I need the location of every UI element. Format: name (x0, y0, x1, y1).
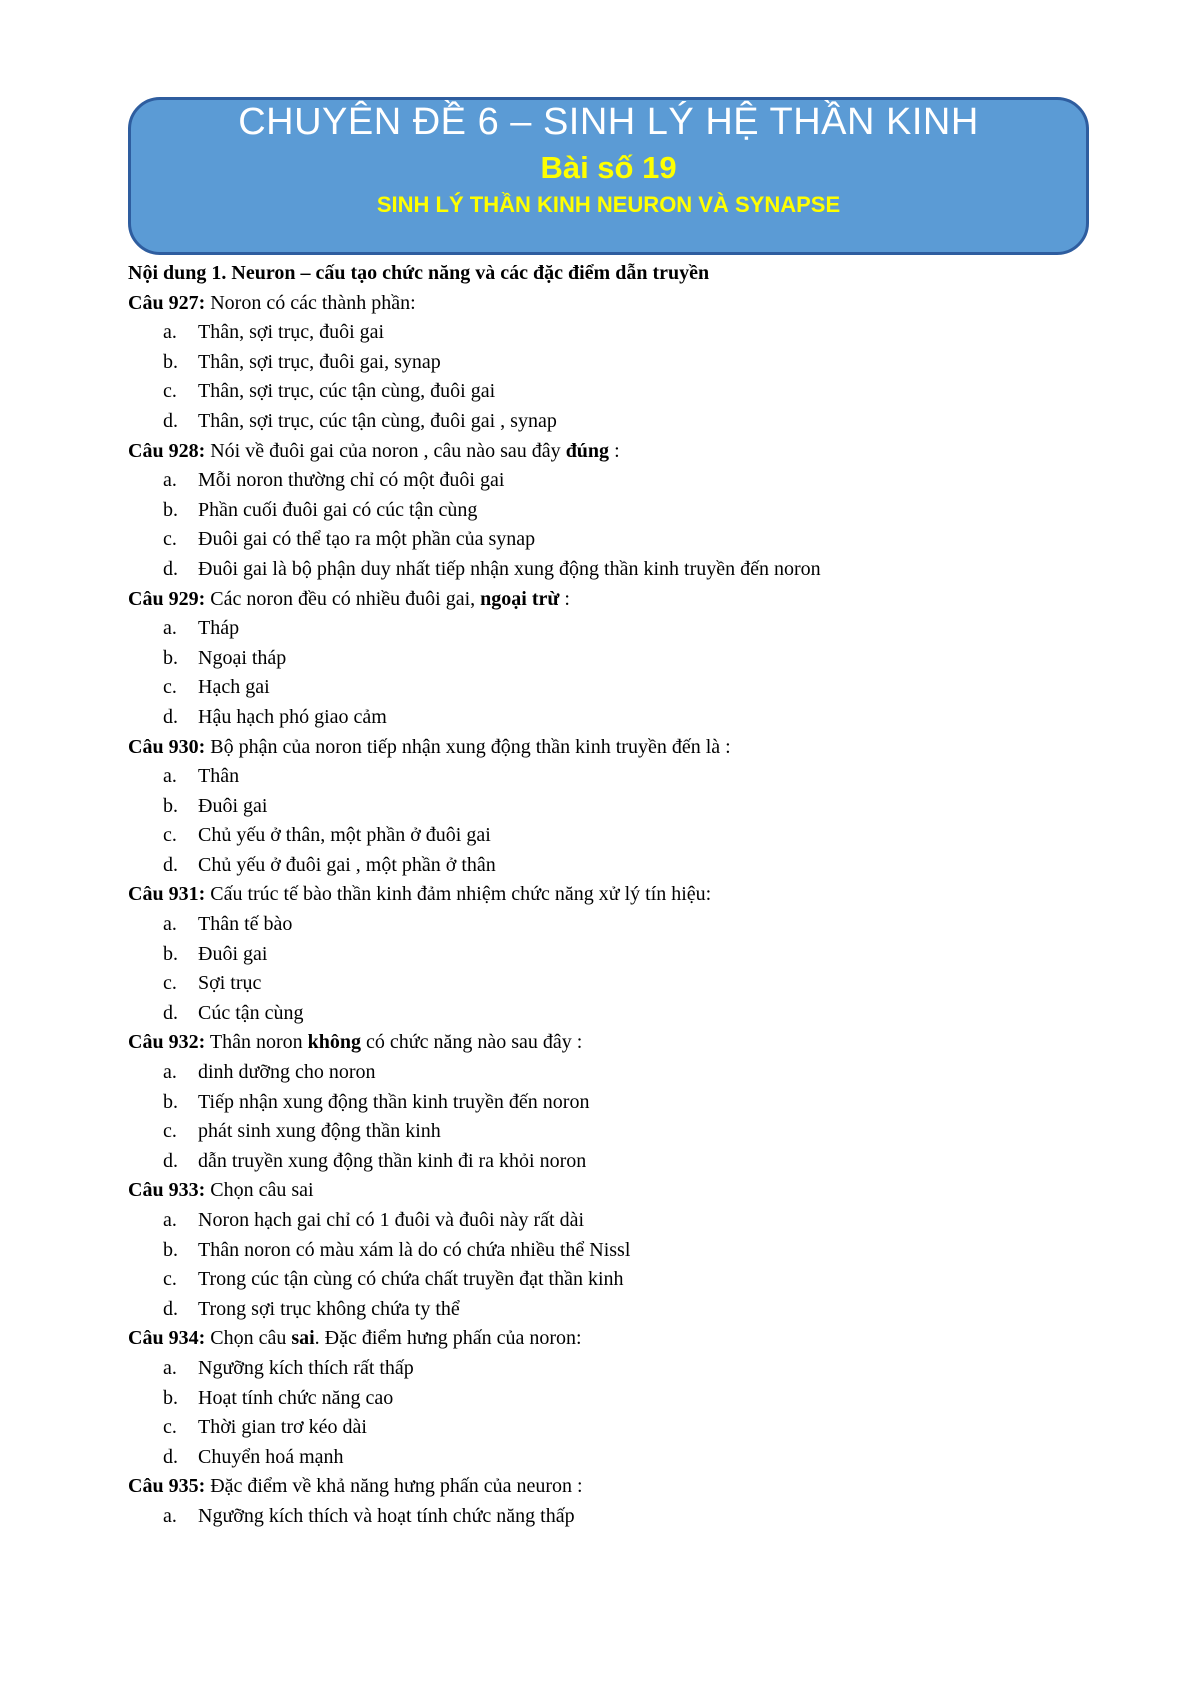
question-text-end: . Đặc điểm hưng phấn của noron: (314, 1327, 582, 1350)
option-text: Mỗi noron thường chỉ có một đuôi gai (198, 469, 505, 492)
option-letter: d. (163, 705, 178, 728)
answer-option (128, 1384, 1128, 1414)
option-letter: b. (163, 350, 178, 373)
answer-option (128, 407, 1128, 437)
answer-option (128, 1295, 1128, 1325)
option-text: Thời gian trơ kéo dài (198, 1416, 367, 1439)
lesson-subtitle: SINH LÝ THẦN KINH NEURON VÀ SYNAPSE (376, 192, 841, 217)
option-text: Hậu hạch phó giao cảm (198, 705, 387, 728)
answer-option (128, 792, 1128, 822)
option-letter: c. (163, 1268, 177, 1291)
question-text: Đặc điểm về khả năng hưng phấn của neuron : (205, 1475, 583, 1498)
option-text: Thân, sợi trục, đuôi gai (198, 321, 385, 344)
option-text: Tháp (198, 617, 240, 640)
option-text: Phần cuối đuôi gai có cúc tận cùng (198, 498, 478, 521)
answer-option (128, 348, 1128, 378)
question-block (128, 585, 1128, 733)
question-stem (128, 1472, 1128, 1502)
question-emphasis: sai (291, 1327, 315, 1350)
option-text: Ngoại tháp (198, 646, 287, 669)
option-letter: b. (163, 794, 178, 817)
option-letter: a. (163, 1504, 177, 1527)
question-number: Câu 930: (128, 735, 206, 758)
question-emphasis: đúng (565, 439, 610, 462)
question-block (128, 1028, 1128, 1176)
option-letter: d. (163, 1297, 178, 1320)
option-letter: c. (163, 380, 177, 403)
option-text: Tiếp nhận xung động thần kinh truyền đến noron (198, 1090, 590, 1113)
question-text: Chọn câu sai (205, 1179, 314, 1202)
option-letter: c. (163, 972, 177, 995)
option-letter: b. (163, 1238, 178, 1261)
question-block (128, 1176, 1128, 1324)
answer-option (128, 644, 1128, 674)
question-text: Nói về đuôi gai của noron , câu nào sau đây (205, 439, 566, 462)
option-letter: d. (163, 1149, 178, 1172)
question-block (128, 437, 1128, 585)
option-letter: a. (163, 1061, 177, 1084)
question-block (128, 1324, 1128, 1472)
option-text: Chuyển hoá mạnh (198, 1445, 344, 1468)
answer-option (128, 762, 1128, 792)
option-letter: c. (163, 528, 177, 551)
question-number: Câu 933: (128, 1179, 206, 1202)
question-block (128, 1472, 1128, 1531)
option-text: Đuôi gai có thể tạo ra một phần của synap (198, 528, 536, 551)
question-stem (128, 289, 1128, 319)
chapter-title: CHUYÊN ĐỀ 6 – SINH LÝ HỆ THẦN KINH (238, 101, 979, 143)
question-stem (128, 1176, 1128, 1206)
answer-option (128, 466, 1128, 496)
answer-option (128, 1117, 1128, 1147)
answer-option (128, 1206, 1128, 1236)
option-text: Thân, sợi trục, đuôi gai, synap (198, 350, 441, 373)
question-stem (128, 585, 1128, 615)
answer-option (128, 377, 1128, 407)
answer-option (128, 1265, 1128, 1295)
option-letter: c. (163, 676, 177, 699)
answer-option (128, 318, 1128, 348)
option-text: Hoạt tính chức năng cao (198, 1386, 394, 1409)
answer-option (128, 1502, 1128, 1532)
option-letter: d. (163, 409, 178, 432)
answer-option (128, 910, 1128, 940)
answer-option (128, 1088, 1128, 1118)
option-text: Thân, sợi trục, cúc tận cùng, đuôi gai , synap (198, 409, 557, 432)
option-text: Đuôi gai (198, 794, 268, 817)
title-banner (128, 97, 1089, 255)
option-text: dẫn truyền xung động thần kinh đi ra khỏi noron (198, 1149, 587, 1172)
question-number: Câu 935: (128, 1475, 206, 1498)
answer-option (128, 496, 1128, 526)
option-letter: a. (163, 913, 177, 936)
option-letter: b. (163, 1090, 178, 1113)
question-text-end: : (559, 587, 570, 610)
question-block (128, 733, 1128, 881)
option-letter: c. (163, 824, 177, 847)
question-text-end: : (609, 439, 620, 462)
option-text: Cúc tận cùng (198, 1001, 304, 1024)
option-text: Noron hạch gai chỉ có 1 đuôi và đuôi này rất dài (198, 1209, 584, 1231)
answer-option (128, 1354, 1128, 1384)
option-letter: c. (163, 1120, 177, 1143)
option-text: Đuôi gai (198, 942, 268, 965)
option-letter: a. (163, 469, 177, 492)
option-text: Chủ yếu ở đuôi gai , một phần ở thân (198, 853, 496, 876)
option-letter: d. (163, 1445, 178, 1468)
answer-option (128, 703, 1128, 733)
option-text: Sợi trục (198, 972, 262, 995)
option-text: Ngưỡng kích thích rất thấp (198, 1356, 414, 1379)
option-letter: a. (163, 1356, 177, 1379)
question-block (128, 289, 1128, 437)
option-text: Đuôi gai là bộ phận duy nhất tiếp nhận xung động thần kinh truyền đến noron (198, 557, 821, 580)
option-text: phát sinh xung động thần kinh (198, 1120, 441, 1143)
answer-option (128, 1058, 1128, 1088)
section-heading: Nội dung 1. Neuron – cấu tạo chức năng và các đặc điểm dẫn truyền (128, 262, 710, 284)
question-text: Cấu trúc tế bào thần kinh đảm nhiệm chức năng xử lý tín hiệu: (205, 883, 712, 906)
answer-option (128, 851, 1128, 881)
question-number: Câu 929: (128, 587, 206, 610)
option-text: Hạch gai (198, 676, 270, 699)
option-letter: c. (163, 1416, 177, 1439)
question-stem (128, 437, 1128, 467)
question-text: Các noron đều có nhiều đuôi gai, (205, 587, 481, 610)
answer-option (128, 969, 1128, 999)
question-text: Noron có các thành phần: (205, 291, 416, 314)
answer-option (128, 1443, 1128, 1473)
option-letter: b. (163, 646, 178, 669)
question-emphasis: ngoại trừ (480, 587, 560, 610)
question-text: Thân noron (205, 1031, 308, 1054)
option-text: Trong sợi trục không chứa ty thể (198, 1297, 460, 1320)
question-text: Bộ phận của noron tiếp nhận xung động thần kinh truyền đến là : (205, 735, 731, 758)
question-number: Câu 934: (128, 1327, 206, 1350)
option-letter: b. (163, 498, 178, 521)
question-emphasis: không (307, 1031, 362, 1054)
option-letter: b. (163, 1386, 178, 1409)
answer-option (128, 1413, 1128, 1443)
answer-option (128, 940, 1128, 970)
option-letter: d. (163, 557, 178, 580)
option-text: dinh dưỡng cho noron (198, 1061, 376, 1084)
question-text-end: có chức năng nào sau đây : (361, 1031, 583, 1054)
answer-option (128, 525, 1128, 555)
question-text: Chọn câu (205, 1327, 292, 1350)
option-letter: a. (163, 617, 177, 640)
question-stem (128, 733, 1128, 763)
option-text: Thân tế bào (198, 913, 293, 936)
option-text: Thân (198, 765, 240, 788)
question-number: Câu 927: (128, 291, 206, 314)
answer-option (128, 555, 1128, 585)
answer-option (128, 614, 1128, 644)
option-letter: a. (163, 765, 177, 788)
option-letter: d. (163, 853, 178, 876)
option-text: Ngưỡng kích thích và hoạt tính chức năng thấp (198, 1504, 575, 1527)
answer-option (128, 1236, 1128, 1266)
question-stem (128, 1028, 1128, 1058)
question-number: Câu 932: (128, 1031, 206, 1054)
question-block (128, 880, 1128, 1028)
option-text: Chủ yếu ở thân, một phần ở đuôi gai (198, 824, 491, 847)
option-text: Thân, sợi trục, cúc tận cùng, đuôi gai (198, 380, 496, 403)
option-letter: a. (163, 1209, 177, 1231)
document-body (128, 259, 1128, 1532)
question-number: Câu 928: (128, 439, 206, 462)
question-stem (128, 1324, 1128, 1354)
option-letter: a. (163, 321, 177, 344)
lesson-number: Bài số 19 (540, 150, 677, 185)
option-letter: d. (163, 1001, 178, 1024)
option-text: Thân noron có màu xám là do có chứa nhiều thể Nissl (198, 1238, 631, 1261)
option-letter: b. (163, 942, 178, 965)
answer-option (128, 821, 1128, 851)
answer-option (128, 673, 1128, 703)
answer-option (128, 999, 1128, 1029)
question-stem (128, 880, 1128, 910)
option-text: Trong cúc tận cùng có chứa chất truyền đạt thần kinh (198, 1268, 624, 1291)
answer-option (128, 1147, 1128, 1177)
question-number: Câu 931: (128, 883, 206, 906)
